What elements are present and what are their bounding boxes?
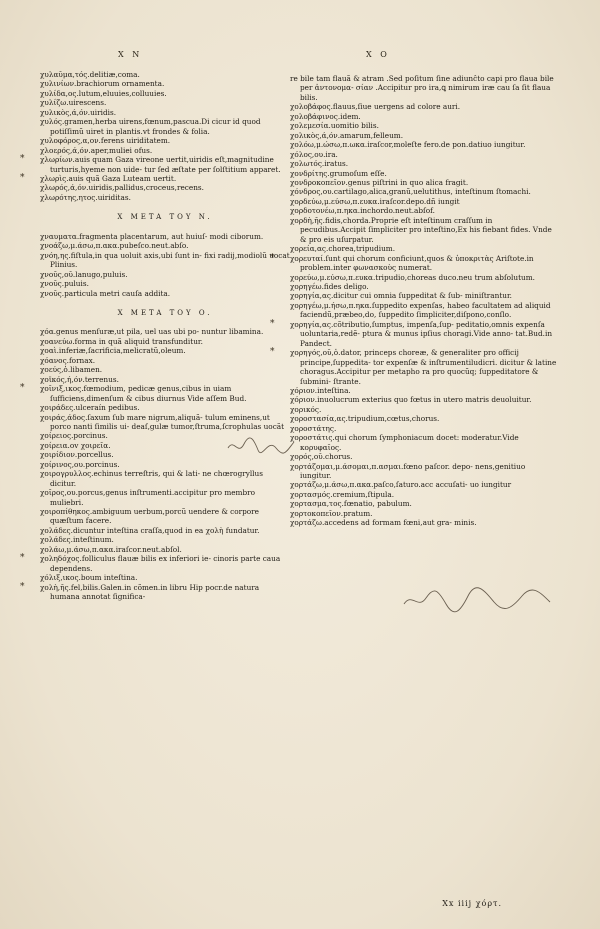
dictionary-entry: χνοῦς,οῦ.lanugo,puluis. (40, 269, 128, 279)
dictionary-entry: χορτασμα,τος.fœnatio, pabulum. (290, 499, 412, 509)
handwritten-scribble-right (402, 586, 552, 616)
dictionary-entry: χολάδες.dicuntur inteſtina craſſa,quod in ea χολὴ fundatur. (40, 525, 260, 535)
dictionary-entry: χυλινίων.brachiorum ornamenta. (40, 79, 165, 89)
dictionary-entry: χλωρότης,ητος.uiriditas. (40, 192, 131, 202)
dictionary-entry: χοροστάτις.qui chorum ſymphoniacum docet: moderatur.Vide κορυφαῖος. (290, 433, 519, 452)
section-heading: X META TOY N. (117, 213, 213, 222)
dictionary-entry-starred: * χλωρὶς.auis quã Gaza Luteam uertit. (40, 174, 290, 183)
dictionary-entry: χλοερός,ά,όν.aper,muliei ofus. (40, 145, 153, 155)
dictionary-entry: χναυματα.fragmenta placentarum, aut huiuſ- modi ciborum. (40, 231, 264, 241)
dictionary-entry: χοανεύω.forma in quã aliquid transfunditur. (40, 336, 203, 346)
dictionary-entry-starred: * χορευταί.ſunt qui chorum conficiunt,quos & ὑποκριτὰς Ariſtote.in problem.inter φωνασκοὺς numerat. (290, 254, 558, 273)
dictionary-entry: χοίρεια.ov χοιρεῖα. (40, 440, 111, 450)
dictionary-entry: χνόη,ης.fiſtula,in qua uoluit axis,ubi ſunt in- fixi radij,modiolũ uocat Plinius. (40, 250, 290, 270)
right-column (290, 74, 558, 528)
dictionary-entry: χοῖρος,ου.porcus,genus inſtrumenti.accipitur pro membro muliebri. (40, 488, 256, 507)
signature-mark: Xx iiij χόρτ. (442, 899, 502, 908)
dictionary-entry: χολάω,μ.άσω,π.ακα.iraſcor.neut.abſol. (40, 544, 182, 554)
dictionary-entry: χνοῦς.puluis. (40, 279, 89, 289)
dictionary-entry: χοιράδες.ulceraín pedibus. (40, 403, 140, 413)
dictionary-entry: χορτάζω,μ.άσω,π.ακα.paſco,ſaturo.acc accuſati- uo iungitur (290, 480, 512, 490)
dictionary-entry: χυλίδα,ος.lutum,eluuies,colluuies. (40, 88, 167, 98)
dictionary-entry: χορτασμός.cremium,ſtipula. (290, 489, 395, 499)
dictionary-entry: χόλος,ου.ira. (290, 149, 338, 159)
dictionary-entry: re bile tam flauã & atram .Sed poſitum ſine adiunĉto capi pro flaua bile per ἀντονομα- σίαν .Accipitur pro ira,ꝗ nimirum iræ cau ſa ſit flaua bilis. (290, 74, 554, 102)
dictionary-entry: χόνδρος,ου.cartilago,alica,granũ,uelutithus, inteſtinum ſtomachi. (290, 187, 531, 197)
dictionary-entry: χοεύς,ὁ.libamen. (40, 365, 103, 375)
dictionary-entry: χοιρίδιον.porcellus. (40, 450, 114, 460)
dictionary-entry: χλωρός,ά,όν.uiridis,pallidus,croceus,recens. (40, 183, 204, 193)
left-column (40, 70, 290, 602)
dictionary-entry: χυλοφόρος,α,ον.ferens uiriditatem. (40, 136, 171, 146)
dictionary-entry: χνοάζω,μ.άσω,π.ακα.pubeſco.neut.abſo. (40, 241, 189, 251)
dictionary-entry: χορηγέω,μ.ήσω,π.ηκα.ſuppedito expenſas, habeo facultatem ad aliquid faciendũ,præbeo,do, ſuppedito ſimpliciter,diſpono,conſlo. (290, 300, 551, 320)
dictionary-entry: χορηγία,ας.dicitur cui omnia ſuppeditat & ſub- miniſtrantur. (290, 291, 512, 301)
dictionary-entry: χοίρινος,ου.porcinus. (40, 459, 120, 469)
dictionary-entry: χοϊκός,ή,όν.terrenus. (40, 374, 119, 384)
dictionary-entry: χοροστασία,ας.tripudium,cœtus,chorus. (290, 414, 440, 424)
dictionary-entry: χολεμεσία.uomitio bilis. (290, 121, 379, 131)
dictionary-entry: χοροστάτης. (290, 423, 337, 433)
dictionary-entry: χυλαῦμα,τός.delitiæ,coma. (40, 70, 140, 79)
dictionary-entry: χόριον.inuolucrum exterius quo fœtus in utero matris deuoluitur. (290, 395, 532, 405)
dictionary-entry: χορδὴ,ῆς.fidis,chorda.Proprie eſt inteſtinum craſſum in pecudibus.Accipit ſimpliciter pro inteſtino,Ex his fiebant fides. Vnde & pro eis uſurpatur. (290, 215, 552, 244)
dictionary-entry: χολικὸς,ά,όν.amarum,felleum. (290, 130, 404, 140)
dictionary-entry: χολοβάφος.flauus,ſiue uergens ad colore auri. (290, 102, 461, 112)
dictionary-entry: χορός,οῦ.chorus. (290, 452, 353, 462)
dictionary-entry-starred: * χορηγία,ας.cõtributio,ſumptus, impenſa,ſup- peditatio,omnis expenſa uoluntaria,redẽ- ptura & munus ipſius choragi.Vide anno- tat.Bud.in Pandect. (290, 320, 558, 348)
dictionary-entry: χορτοκοπεῖον.pratum. (290, 508, 373, 518)
dictionary-entry: χονδροκοπεῖον.genus piſtrini in quo alica fragit. (290, 177, 469, 187)
dictionary-entry: χυλός.gramen,herba uirens,fœnum,pascua.Di cicur id quod potiſſimũ uiret in plantis.vt frondes & folia. (40, 117, 261, 136)
dictionary-entry: χόριον.inteſtina. (290, 385, 351, 395)
section-heading: X META TOY O. (117, 308, 213, 317)
dictionary-entry: χορεύω,μ.εύσω,π.ευκα.tripudio,choreas duco.neu trum abſolutum. (290, 272, 535, 282)
dictionary-entry: χόανος.fornax. (40, 355, 96, 365)
dictionary-entry: χοιράς,άδος.ſaxum ſub mare nigrum,aliquã- tulum eminens,ut porco nanti ſimilis ui- deaſ,gulæ tumor,ſtruma,ſcrophulas uocãt (40, 412, 285, 431)
dictionary-entry: χορικός. (290, 404, 322, 414)
dictionary-entry: χνοῦς.particula metri cauſa addita. (40, 288, 171, 298)
dictionary-entry-starred: * χοῖνιξ,ικος.fœmodium, pedicæ genus,cibus in uiam ſufficiens,dimenſum & cibus diurnus Vide aſſem Bud. (40, 384, 290, 403)
dictionary-entry: χορδοτονέω,π.ηκα.inchordo.neut.abſof. (290, 206, 435, 216)
dictionary-entry-starred: * χοληδόχος.folliculus flauæ bilis ex inferiori ie- cinoris parte caua dependens. (40, 554, 290, 573)
running-head-left: X N (118, 50, 143, 59)
dictionary-entry: χολάδες.inteſtinum. (40, 535, 114, 545)
dictionary-entry: χοιρογρυλλος.echinus terreſtris, qui & lati- ne chœrogryllus dicitur. (40, 469, 263, 488)
dictionary-entry-starred: * χλωρίων.auis quam Gaza vireone uertit,uiridis eſt,magnitudine turturis,hyeme non uide- tur ſed æſtate per ſolſtitium apparet. (40, 155, 290, 174)
dictionary-entry: χονδρίτης.grumoſum eſſe. (290, 168, 387, 178)
dictionary-entry: χολωτός.iratus. (290, 159, 349, 169)
dictionary-entry-starred: * χολὴ,ῆς.fel,bilis.Galen.in cõmen.in libru Hip pocr.de natura humana annotat ſignifica- (40, 583, 290, 602)
dictionary-entry: χυλίζω.uirescens. (40, 98, 107, 108)
dictionary-entry: χόλιξ,ικος.boum inteſtina. (40, 573, 138, 583)
dictionary-entry: χοαὶ.inferiæ,ſacrificia,melicratũ,oleum. (40, 346, 186, 356)
dictionary-entry: χολοβάφινος.idem. (290, 111, 361, 121)
dictionary-entry: χορτάζω.accedens ad formam fœni,aut gra- minis. (290, 518, 477, 528)
dictionary-entry: χορτάζομαι,μ.άσομαι,π.ασμαι.fœno paſcor. depo- nens,genitiuo iungitur. (290, 461, 526, 481)
dictionary-entry: χορδεύω,μ.εύσω,π.ευκα.iraſcor.depo.dñ iungit (290, 196, 460, 206)
dictionary-entry: χορεία,ας.chorea,tripudium. (290, 244, 396, 254)
dictionary-entry: χοίρειος.porcinus. (40, 431, 108, 441)
dictionary-entry-starred: * χορηγός,οῦ,ὁ.dator, princeps choreæ, & generaliter pro officij principe,ſuppedita- tor expenſæ & inſtrumentiludicri. dicitur & latine choragus.Accipitur per metapho ra pro quocũq; ſuppeditatore & ſubmini- ſtrante. (290, 348, 558, 386)
dictionary-entry: χόα.genus menſuræ,ut pila, uel uas ubi po- nuntur libamina. (40, 327, 264, 337)
dictionary-entry: χολόω,μ.ώσω,π.ωκα.iraſcor,moleſte fero.de pon.datiuo iungitur. (290, 140, 526, 150)
dictionary-entry: χοιροπίθηκος.ambiguum uerbum,porcũ uendere & corpore quæſtum facere. (40, 507, 259, 526)
dictionary-entry: χυλικὸς,ά,όν.uiridis. (40, 107, 117, 117)
running-head-right: X O (366, 50, 390, 59)
dictionary-entry: χορηγέω.fides deligo. (290, 281, 369, 291)
